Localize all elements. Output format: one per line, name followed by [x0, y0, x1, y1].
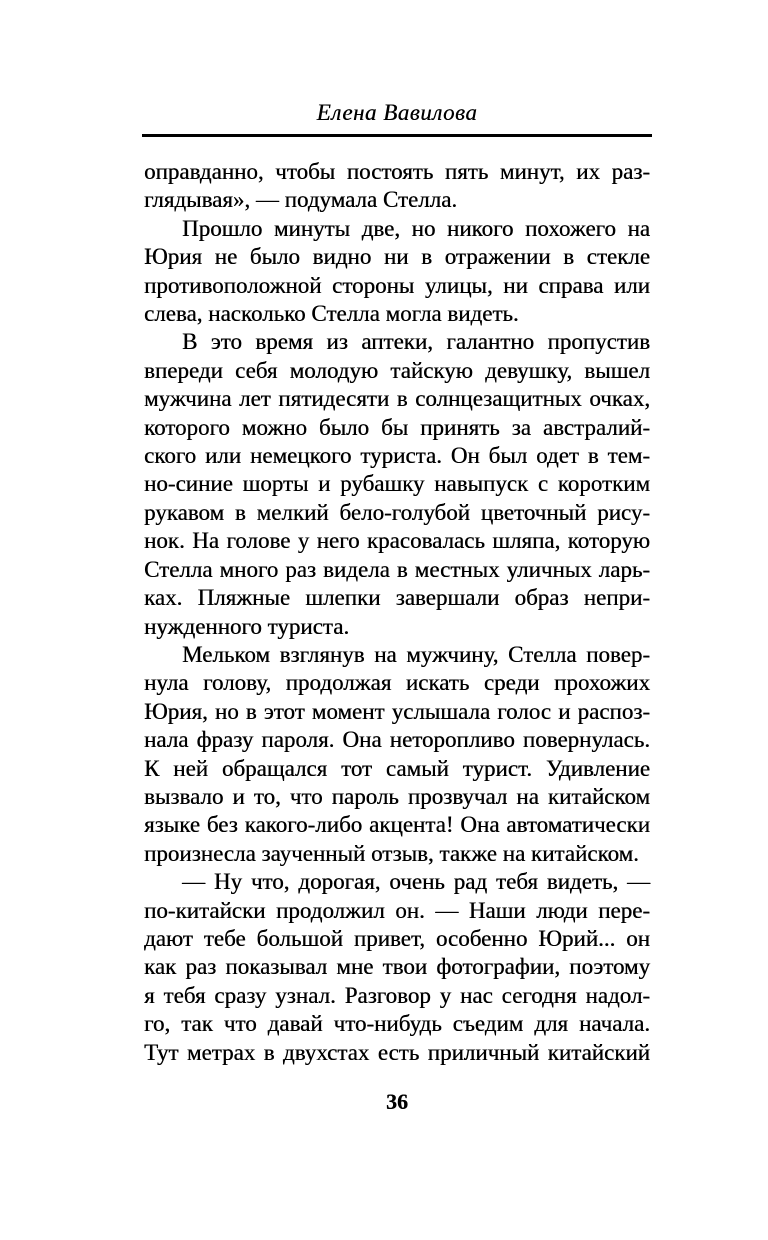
running-head-author: Елена Вавилова [316, 100, 478, 125]
text-line: нала фразу пароля. Она неторопливо повернулась. [144, 727, 650, 753]
page-number: 36 [386, 1089, 408, 1114]
text-line: по-китайски продолжил он. — Наши люди пере- [144, 897, 650, 923]
paragraph [144, 158, 650, 215]
text-line: как раз показывал мне твои фотографии, поэтому [144, 954, 650, 980]
text-line: — Ну что, дорогая, очень рад тебя видеть, — [182, 869, 650, 895]
text-line: К ней обращался тот самый турист. Удивление [144, 755, 650, 781]
text-line: го, так что давай что-нибудь съедим для начала. [144, 1011, 650, 1037]
text-line: ского или немецкого туриста. Он был одет в тем- [144, 443, 650, 469]
text-line: Тут метрах в двухстах есть приличный китайский [144, 1039, 650, 1065]
text-line: Прошло минуты две, но никого похожего на [182, 215, 650, 241]
paragraph [144, 215, 650, 329]
text-line: мужчина лет пятидесяти в солнцезащитных очках, [144, 386, 650, 412]
text-line: вызвало и то, что пароль прозвучал на китайском [144, 783, 650, 809]
text-line: нок. На голове у него красовалась шляпа, которую [144, 528, 650, 554]
paragraph [144, 328, 650, 640]
paragraph [144, 641, 650, 868]
text-line: которого можно было бы принять за австралий- [144, 414, 650, 440]
text-line: я тебя сразу узнал. Разговор у нас сегодня надол- [144, 982, 650, 1008]
text-line: Мельком взглянув на мужчину, Стелла повер- [182, 641, 650, 667]
text-line: В это время из аптеки, галантно пропустив [182, 329, 650, 355]
text-line: рукавом в мелкий бело-голубой цветочный рису- [144, 499, 650, 525]
text-line: нула голову, продолжая искать среди прохожих [144, 670, 650, 696]
text-line: впереди себя молодую тайскую девушку, вышел [144, 357, 650, 383]
body-text [144, 158, 650, 1067]
text-line: Юрия не было видно ни в отражении в стекле [144, 244, 650, 270]
text-line: Стелла много раз видела в местных уличных ларь- [144, 556, 650, 582]
paragraph [144, 868, 650, 1067]
text-line: нужденного туриста. [144, 613, 350, 639]
text-line: глядывая», — подумала Стелла. [144, 187, 458, 213]
text-line: дают тебе большой привет, особенно Юрий... он [144, 925, 650, 951]
text-line: противоположной стороны улицы, ни справа или [144, 272, 650, 298]
text-line: языке без какого-либо акцента! Она автоматически [144, 812, 650, 838]
text-line: Юрия, но в этот момент услышала голос и распоз- [144, 698, 650, 724]
text-line: слева, насколько Стелла могла видеть. [144, 301, 519, 327]
text-line: оправданно, чтобы постоять пять минут, их раз- [144, 159, 650, 184]
text-line: произнесла заученный отзыв, также на китайском. [144, 840, 639, 866]
header-divider-rule [142, 134, 652, 137]
text-line: но-синие шорты и рубашку навыпуск с коротким [144, 471, 650, 497]
text-line: ках. Пляжные шлепки завершали образ непри- [144, 585, 650, 611]
